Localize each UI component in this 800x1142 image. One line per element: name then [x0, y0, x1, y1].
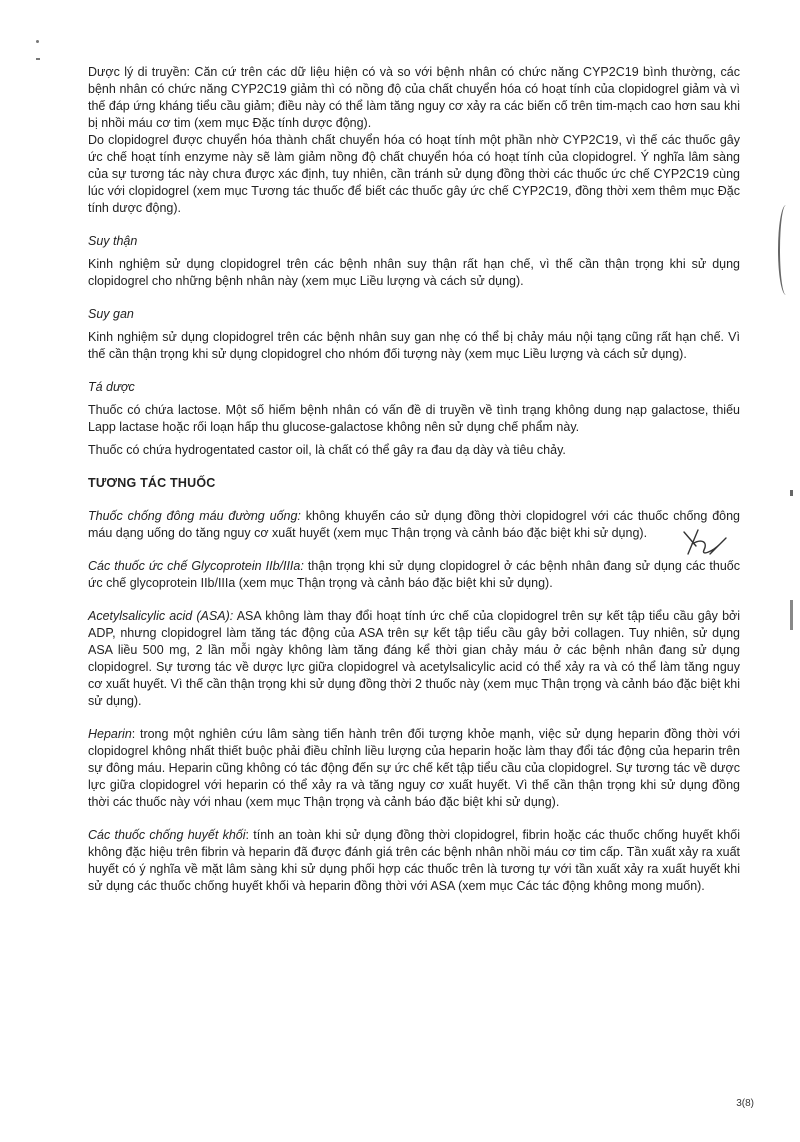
excipients-paragraph-1: Thuốc có chứa lactose. Một số hiếm bệnh nhân có vấn đề di truyền về tình trạng không dung nạp galactose, thiếu Lapp lactase hoặc rối loạn hấp thu glucose-galactose không nên sử dụng chế phẩm này.	[88, 403, 740, 434]
interaction-text: ASA không làm thay đổi hoạt tính ức chế của clopidogrel trên sự kết tập tiểu cầu gây bởi ADP, nhưng clopidogrel làm tăng tác động của ASA trên sự kết tập tiểu cầu gây bởi collagen. Tuy nhiên, sử dụng ASA liều 500 mg, 2 lần mỗi ngày không làm tăng đáng kể thời gian chảy máu ở các bệnh nhân đang sử dụng clopidogrel. Sự tương tác về dược lực giữa clopidogrel và acetylsalicylic acid có thể xảy ra và có thể làm tăng nguy cơ xuất huyết. Vì thế cần thận trọng khi sử dụng đồng thời 2 thuốc này (xem mục Thận trọng và cảnh báo đặc biệt khi sử dụng).	[88, 609, 741, 708]
pharmacogenetics-paragraph-1: Dược lý di truyền: Căn cứ trên các dữ liệu hiện có và so với bệnh nhân có chức năng CYP2C19 bình thường, các bệnh nhân có chức năng CYP2C19 giảm thì có nồng độ của chất chuyển hóa có hoạt tính của clopidogrel giảm và vì thế đáp ứng kháng tiểu cầu giảm; điều này có thể làm tăng nguy cơ xảy ra các biến cố trên tim-mạch cao hơn sau khi bị nhồi máu cơ tim (xem mục Đặc tính dược động).	[88, 65, 740, 130]
interaction-thrombolytics	[88, 827, 740, 895]
interactions-heading: TƯƠNG TÁC THUỐC	[88, 476, 216, 490]
pharmacogenetics-paragraph-2: Do clopidogrel được chuyển hóa thành chất chuyển hóa có hoạt tính một phần nhờ CYP2C19, vì thế các thuốc gây ức chế hoạt tính enzyme này sẽ làm giảm nồng độ chất chuyển hóa có hoạt tính của clopidogrel. Ý nghĩa lâm sàng của sự tương tác này chưa được xác định, tuy nhiên, cần tránh sử dụng đồng thời các thuốc ức chế CYP2C19 cùng lúc với clopidogrel (xem mục Tương tác thuốc để biết các thuốc gây ức chế CYP2C19, đồng thời xem thêm mục Đặc tính dược động).	[88, 133, 740, 215]
scan-artifact-icon	[36, 58, 40, 60]
excipients-subheading: Tá dược	[88, 380, 135, 394]
interaction-text: : trong một nghiên cứu lâm sàng tiến hành trên đối tượng khỏe mạnh, việc sử dụng heparin đồng thời với clopidogrel không nhất thiết buộc phải điều chỉnh liều lượng của heparin hoặc làm thay đổi tác động của heparin trên sự đông máu. Heparin cũng không có tác động đến sự ức chế kết tập tiểu cầu của clopidogrel. Sự tương tác về dược lực giữa clopidogrel với heparin có thể xảy ra và tăng nguy cơ xuất huyết. Vì thế cần thận trọng khi sử dụng đồng thời các thuốc này với nhau (xem mục Thận trọng và cảnh báo đặc biệt khi sử dụng).	[88, 727, 740, 809]
interaction-text: : tính an toàn khi sử dụng đồng thời clopidogrel, fibrin hoặc các thuốc chống huyết khối không đặc hiệu trên fibrin và heparin đã được đánh giá trên các bệnh nhân nhồi máu cơ tim cấp. Tần xuất xảy ra xuất huyết có ý nghĩa về mặt lâm sàng khi sử dụng phối hợp các thuốc trên là tương tự với tần xuất xảy ra xuất huyết khi sử dụng các thuốc chống huyết khối và heparin đồng thời với ASA (xem mục Các tác động không mong muốn).	[88, 828, 740, 893]
interaction-asa	[88, 608, 740, 710]
hepatic-paragraph: Kinh nghiệm sử dụng clopidogrel trên các bệnh nhân suy gan nhẹ có thể bị chảy máu nội tạng cũng rất hạn chế. Vì thế cần thận trọng khi sử dụng clopidogrel cho nhóm đối tượng này (xem mục Liều lượng và cách sử dụng).	[88, 330, 740, 361]
interaction-gp-iib-iiia	[88, 558, 740, 592]
interaction-heparin	[88, 726, 740, 811]
interaction-text: không khuyến cáo sử dụng đồng thời clopidogrel với các thuốc chống đông máu dạng uống do tăng nguy cơ xuất huyết (xem mục Thận trọng và cảnh báo đặc biệt khi sử dụng).	[88, 509, 741, 540]
handwritten-signature-icon	[674, 524, 734, 564]
renal-subheading: Suy thận	[88, 234, 138, 248]
interaction-oral-anticoagulants	[88, 508, 740, 542]
scan-artifact-icon	[36, 40, 39, 43]
interaction-term: Thuốc chống đông máu đường uống:	[88, 509, 301, 523]
renal-paragraph: Kinh nghiệm sử dụng clopidogrel trên các bệnh nhân suy thận rất hạn chế, vì thế cần thận trọng khi sử dụng clopidogrel cho những bệnh nhân này (xem mục Liều lượng và cách sử dụng).	[88, 257, 740, 288]
stamp-edge-icon	[778, 205, 794, 295]
interaction-text: thận trọng khi sử dụng clopidogrel ở các bệnh nhân đang sử dụng các thuốc ức chế glycoprotein IIb/IIIa (xem mục Thận trọng và cảnh báo đặc biệt khi sử dụng).	[88, 559, 740, 590]
interaction-term: Heparin	[88, 727, 132, 741]
interaction-term: Acetylsalicylic acid (ASA):	[88, 609, 234, 623]
hepatic-subheading: Suy gan	[88, 307, 134, 321]
interaction-term: Các thuốc ức chế Glycoprotein IIb/IIIa:	[88, 559, 304, 573]
scan-artifact-icon	[790, 490, 793, 496]
scan-artifact-icon	[790, 600, 793, 630]
document-page	[88, 64, 740, 895]
excipients-paragraph-2: Thuốc có chứa hydrogentated castor oil, là chất có thể gây ra đau dạ dày và tiêu chảy.	[88, 443, 566, 457]
interaction-term: Các thuốc chống huyết khối	[88, 828, 246, 842]
page-number: 3(8)	[736, 1098, 754, 1109]
